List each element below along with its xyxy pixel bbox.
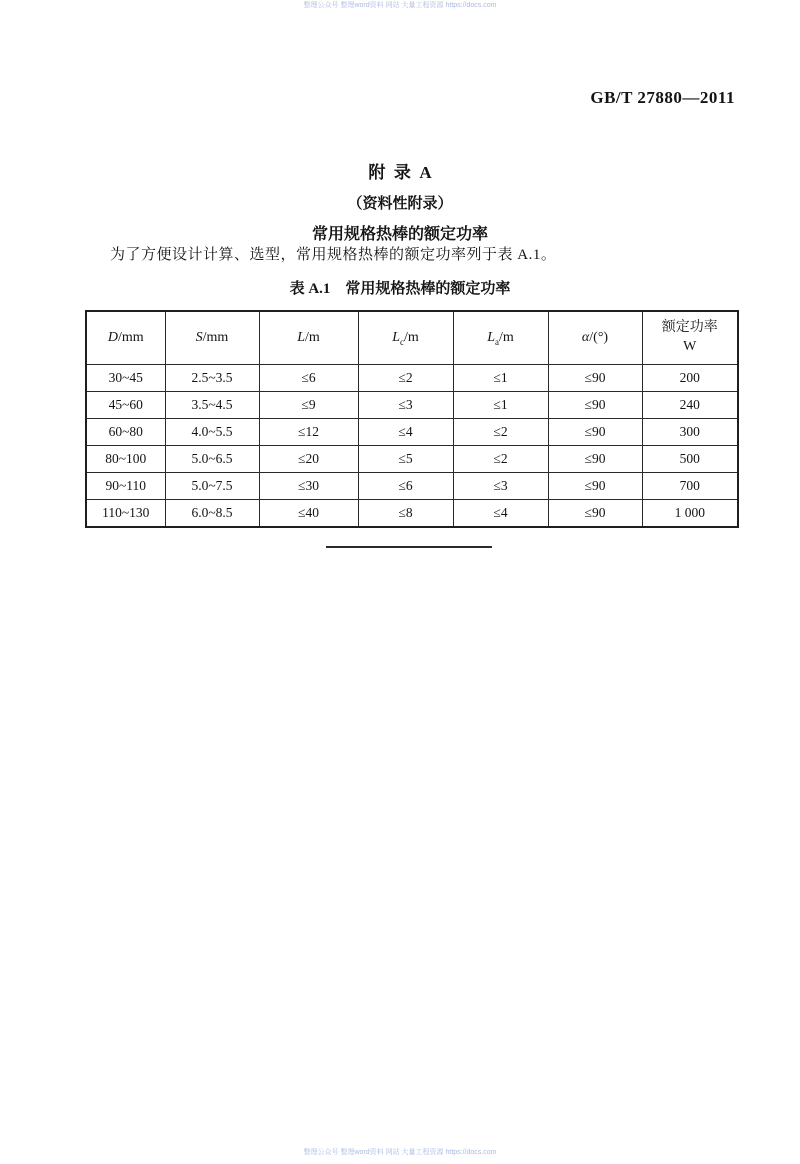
watermark-top: 整理公众号 整理word资料 网站 大量工程资源 https://docs.com — [303, 2, 497, 9]
table-cell: 6.0~8.5 — [165, 500, 259, 528]
standard-number: GB/T 27880—2011 — [590, 88, 735, 107]
table-cell: ≤8 — [358, 500, 453, 528]
table-cell: ≤3 — [358, 392, 453, 419]
table-cell: 700 — [642, 473, 738, 500]
table-cell: 80~100 — [86, 446, 165, 473]
table-cell: ≤90 — [548, 473, 642, 500]
table-row — [86, 365, 738, 392]
table-cell: ≤90 — [548, 365, 642, 392]
table-cell: ≤30 — [259, 473, 358, 500]
table-cell: ≤20 — [259, 446, 358, 473]
table-cell: 240 — [642, 392, 738, 419]
table-row — [86, 446, 738, 473]
table-cell: 5.0~6.5 — [165, 446, 259, 473]
table-cell: 60~80 — [86, 419, 165, 446]
watermark-bottom: 整理公众号 整理word资料 网站 大量工程资源 https://docs.com — [303, 1149, 497, 1156]
table-cell: 110~130 — [86, 500, 165, 528]
table-cell: ≤90 — [548, 446, 642, 473]
table-cell: 200 — [642, 365, 738, 392]
table-cell: ≤1 — [453, 392, 548, 419]
table-cell: 3.5~4.5 — [165, 392, 259, 419]
col-header-length-c: $L_c/m$ — [358, 311, 453, 365]
table-cell: 90~110 — [86, 473, 165, 500]
table-cell: 500 — [642, 446, 738, 473]
appendix-title: 附 录 A — [368, 163, 432, 182]
table-cell: ≤4 — [358, 419, 453, 446]
col-header-length-a: $L_a/m$ — [453, 311, 548, 365]
table-cell: 30~45 — [86, 365, 165, 392]
appendix-subtitle: （资料性附录） — [347, 196, 453, 212]
appendix-title-block — [0, 158, 800, 244]
appendix-heading: 常用规格热棒的额定功率 — [311, 226, 488, 243]
col-header-diameter: D/mm — [86, 311, 165, 365]
table-cell: ≤9 — [259, 392, 358, 419]
table-cell: ≤4 — [453, 500, 548, 528]
table-cell: 45~60 — [86, 392, 165, 419]
table-cell: ≤5 — [358, 446, 453, 473]
table-cell: ≤90 — [548, 419, 642, 446]
table-cell: 4.0~5.5 — [165, 419, 259, 446]
col-header-rated-power: 额定功率 W — [642, 311, 738, 365]
col-header-length: L/m — [259, 311, 358, 365]
table-row — [86, 473, 738, 500]
col-header-thickness: S/mm — [165, 311, 259, 365]
spec-table — [85, 310, 739, 528]
body-paragraph: 为了方便设计计算、选型，常用规格热棒的额定功率列于表 A.1。 — [110, 247, 557, 263]
table-row — [86, 392, 738, 419]
table-cell: 300 — [642, 419, 738, 446]
table-cell: ≤90 — [548, 392, 642, 419]
table-cell: ≤6 — [358, 473, 453, 500]
table-cell: ≤6 — [259, 365, 358, 392]
table-cell: ≤1 — [453, 365, 548, 392]
table-cell: 1 000 — [642, 500, 738, 528]
table-cell: ≤3 — [453, 473, 548, 500]
table-header-row — [86, 311, 738, 365]
table-cell: ≤12 — [259, 419, 358, 446]
table-cell: ≤40 — [259, 500, 358, 528]
table-row — [86, 500, 738, 528]
table-cell: ≤2 — [453, 446, 548, 473]
table-cell: 5.0~7.5 — [165, 473, 259, 500]
end-of-document-rule — [326, 546, 492, 548]
table-caption: 表 A.1 常用规格热棒的额定功率 — [289, 281, 511, 297]
col-header-angle: α/(°) — [548, 311, 642, 365]
table-cell: 2.5~3.5 — [165, 365, 259, 392]
table-row — [86, 419, 738, 446]
table-cell: ≤2 — [453, 419, 548, 446]
table-cell: ≤2 — [358, 365, 453, 392]
table-cell: ≤90 — [548, 500, 642, 528]
